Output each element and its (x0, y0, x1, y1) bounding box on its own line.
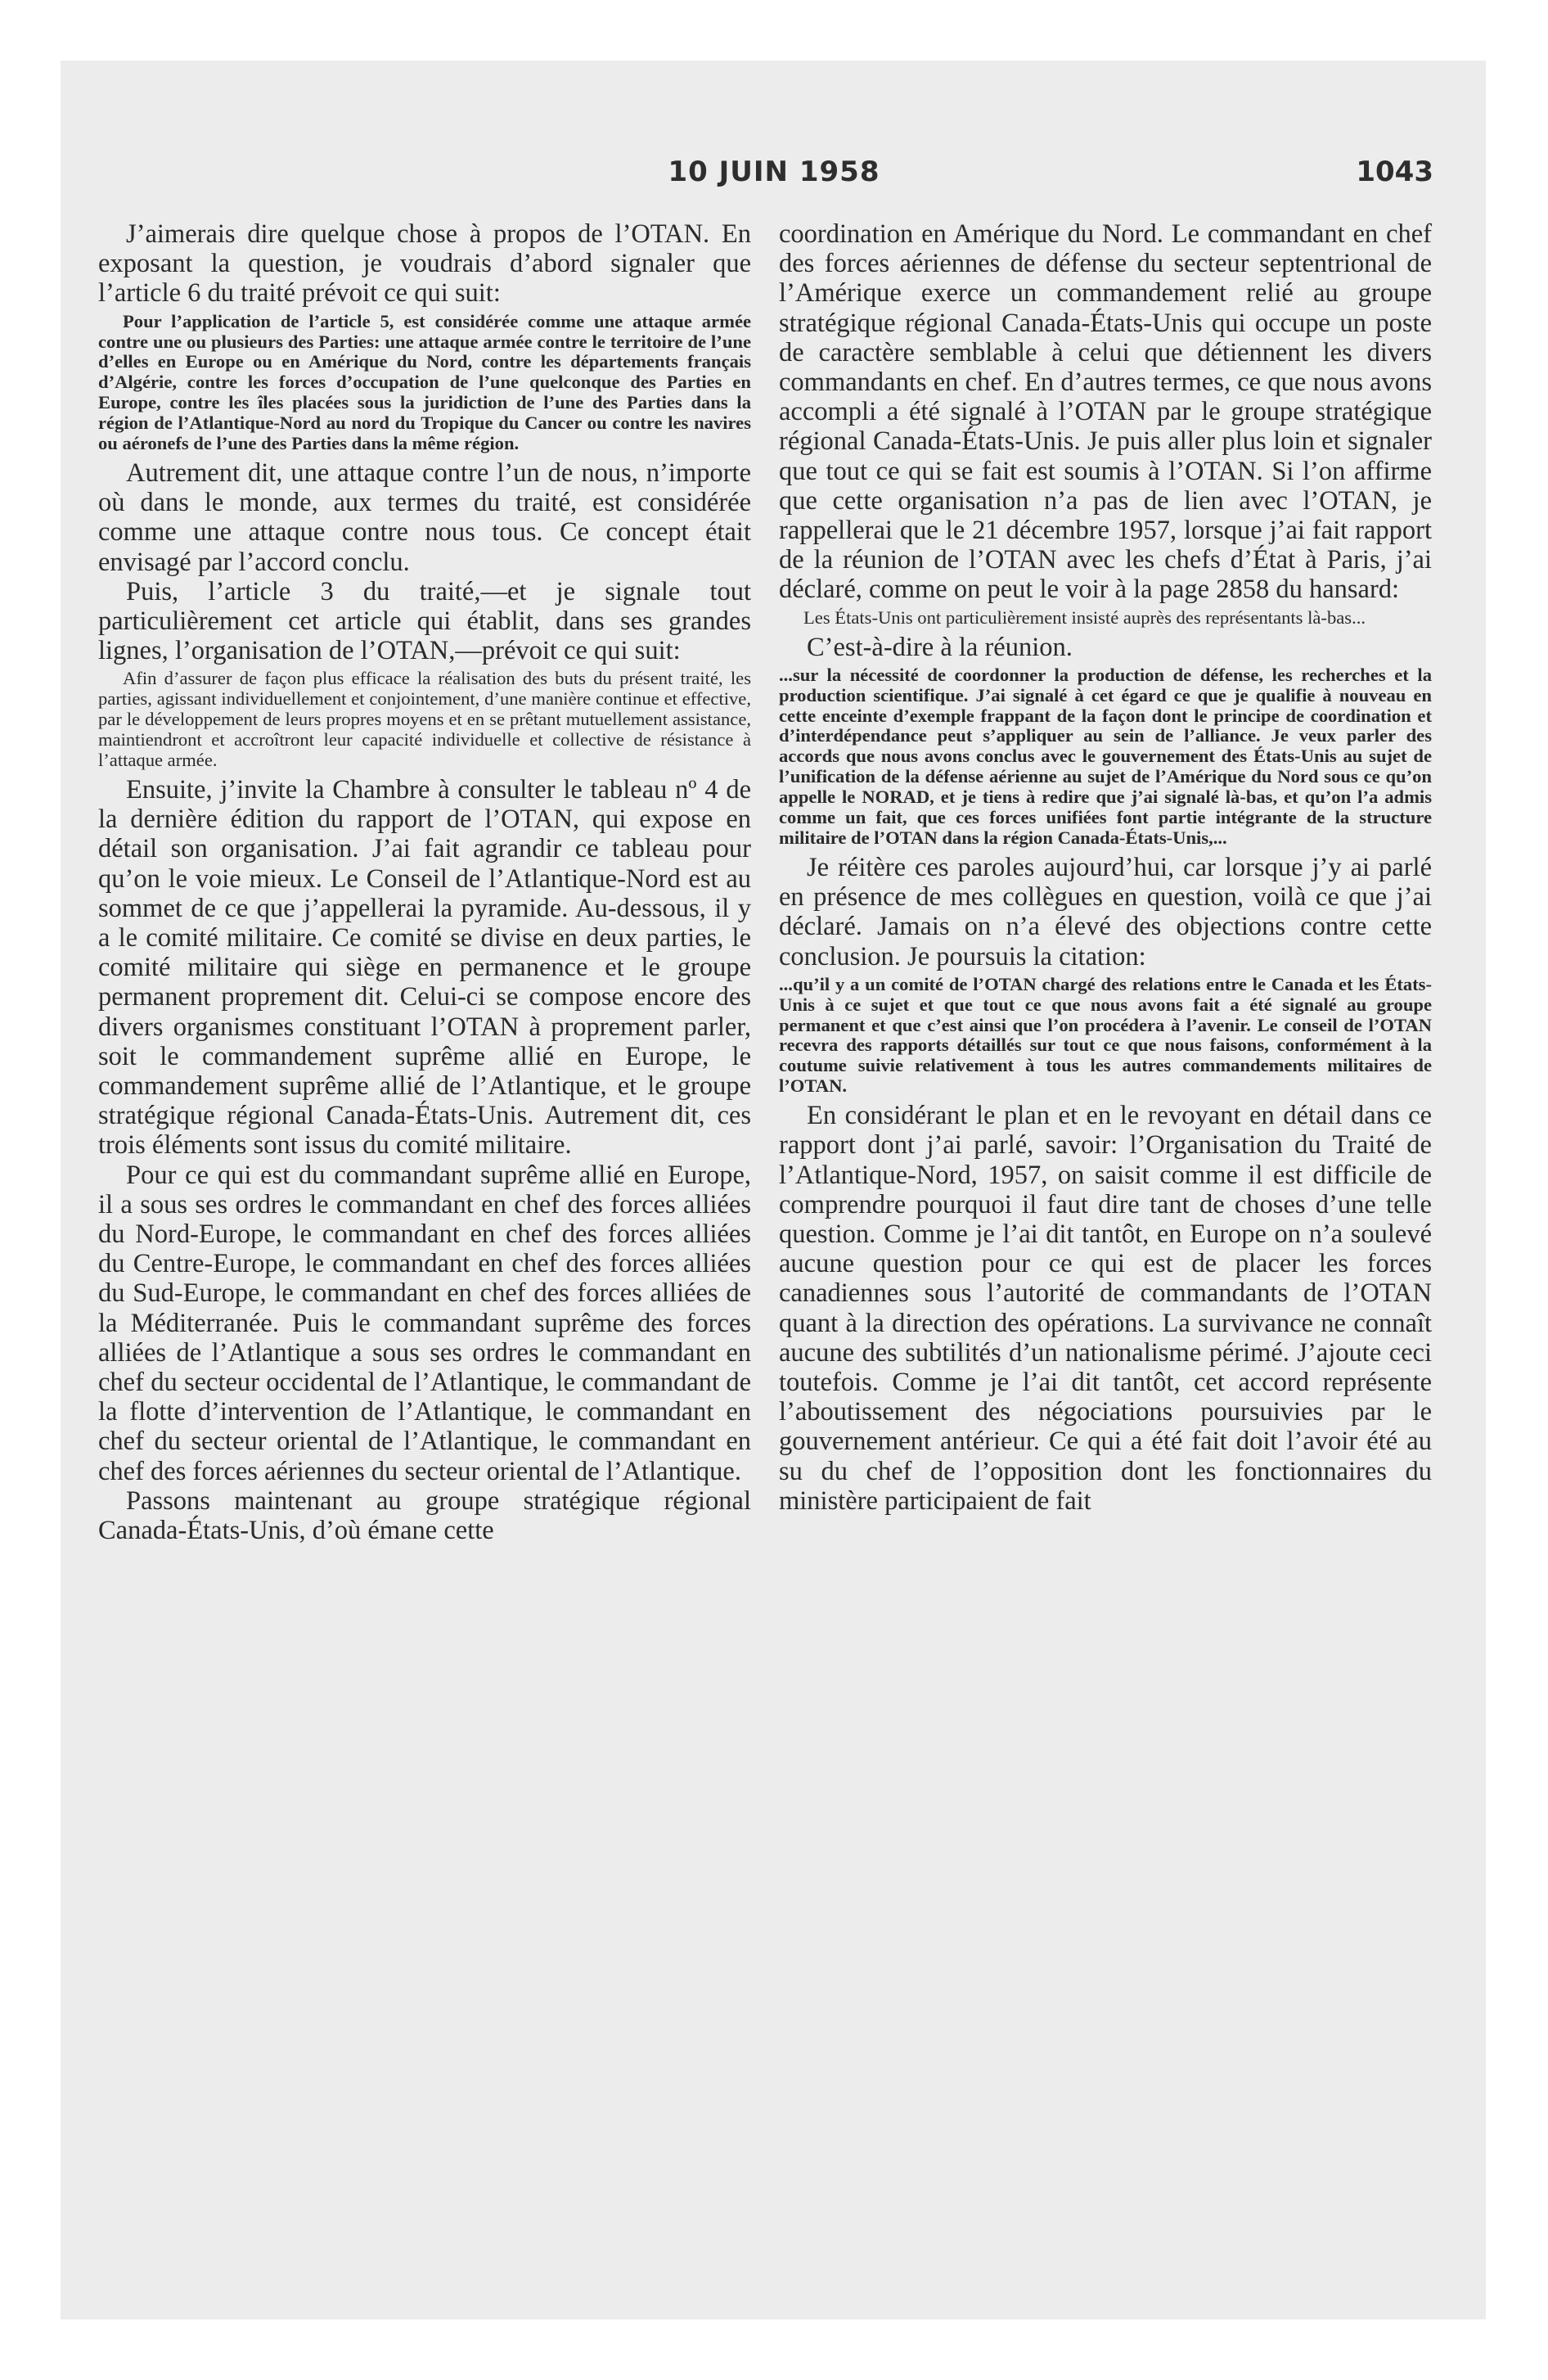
paragraph: Pour ce qui est du commandant suprême allié en Europe, il a sous ses ordres le commandant en chef des forces alliées du Nord-Europe, le commandant en chef des forces alliées du Centre-Europe, le commandant en chef des forces alliées du Sud-Europe, le commandant en chef des forces alliées de la Méditerranée. Puis le commandant suprême des forces alliées de l’Atlantique a sous ses ordres le commandant en chef du secteur occidental de l’Atlantique, le commandant de la flotte d’intervention de l’Atlantique, le commandant en chef du secteur oriental de l’Atlantique, le commandant en chef des forces aériennes du secteur oriental de l’Atlantique. (98, 1160, 751, 1486)
paragraph: Puis, l’article 3 du traité,—et je signale tout particulièrement cet article qui établit, dans ses grandes lignes, l’organisation de l’OTAN,—prévoit ce qui suit: (98, 576, 751, 666)
paragraph: Ensuite, j’invite la Chambre à consulter le tableau nº 4 de la dernière édition du rapport de l’OTAN, qui expose en détail son organisation. J’ai fait agrandir ce tableau pour qu’on le voie mieux. Le Conseil de l’Atlantique-Nord est au sommet de ce que j’appellerai la pyramide. Au-dessous, il y a le comité militaire. Ce comité se divise en deux parties, le comité militaire qui siège en permanence et le groupe permanent proprement dit. Celui-ci se compose encore des divers organismes constituant l’OTAN à proprement parler, soit le commandement suprême allié en Europe, le commandement suprême allié de l’Atlantique, et le groupe stratégique régional Canada-États-Unis. Autrement dit, ces trois éléments sont issus du comité militaire. (98, 774, 751, 1161)
paragraph: Passons maintenant au groupe stratégique régional Canada-États-Unis, d’où émane cette (98, 1485, 751, 1545)
page-number: 1043 (1356, 156, 1433, 188)
paragraph: En considérant le plan et en le revoyant en détail dans ce rapport dont j’ai parlé, savoir: l’Organisation du Traité de l’Atlantique-Nord, 1957, on saisit comme il est difficile de comprendre pourquoi il faut dire tant de choses d’une telle question. Comme je l’ai dit tantôt, en Europe on n’a soulevé aucune question pour ce qui est de placer les forces canadiennes sous l’autorité de commandants de l’OTAN quant à la direction des opérations. La survivance ne connaît aucune des subtilités d’un nationalisme périmé. J’ajoute ceci toutefois. Comme je l’ai dit tantôt, cet accord représente l’aboutissement des négociations poursuivies par le gouvernement antérieur. Ce qui a été fait doit l’avoir été au su du chef de l’opposition dont les fonctionnaires du ministère participaient de fait (779, 1101, 1432, 1516)
page-header (0, 156, 1548, 196)
block-quote: Afin d’assurer de façon plus efficace la réalisation des buts du présent traité, les parties, agissant individuellement et conjointement, d’une manière continue et effective, par le développement de leurs propres moyens et en se prêtant mutuellement assistance, maintiendront et accroîtront leur capacité individuelle et collective de résistance à l’attaque armée. (98, 668, 751, 770)
left-column (98, 219, 751, 1545)
paragraph: Autrement dit, une attaque contre l’un de nous, n’importe où dans le monde, aux termes du traité, est considérée comme une attaque contre nous tous. Ce concept était envisagé par l’accord conclu. (98, 458, 751, 577)
paragraph: J’aimerais dire quelque chose à propos de l’OTAN. En exposant la question, je voudrais d’abord signaler que l’article 6 du traité prévoit ce qui suit: (98, 219, 751, 309)
page-date: 10 JUIN 1958 (668, 156, 880, 188)
block-quote: ...sur la nécessité de coordonner la production de défense, les recherches et la production scientifique. J’ai signalé à cet égard ce que je qualifie à nouveau en cette enceinte d’exemple frappant de la façon dont le principe de coordination et d’interdépendance peut s’appliquer au sein de l’alliance. Je veux parler des accords que nous avons conclus avec le gouvernement des États-Unis au sujet de l’unification de la défense aérienne au sujet de l’Amérique du Nord sous ce qu’on appelle le NORAD, et je tiens à redire que j’ai signalé là-bas, et qu’on l’a admis comme un fait, que ces forces unifiées font partie intégrante de la structure militaire de l’OTAN dans la région Canada-États-Unis,... (779, 664, 1432, 848)
paragraph: coordination en Amérique du Nord. Le commandant en chef des forces aériennes de défense du secteur septentrional de l’Amérique exerce un commandement relié au groupe stratégique régional Canada-États-Unis qui occupe un poste de caractère semblable à celui que détiennent les divers commandants en chef. En d’autres termes, ce que nous avons accompli a été signalé à l’OTAN par le groupe stratégique régional Canada-États-Unis. Je puis aller plus loin et signaler que tout ce qui se fait est soumis à l’OTAN. Si l’on affirme que cette organisation n’a pas de lien avec l’OTAN, je rappellerai que le 21 décembre 1957, lorsque j’ai fait rapport de la réunion de l’OTAN avec les chefs d’État à Paris, j’ai déclaré, comme on peut le voir à la page 2858 du hansard: (779, 219, 1432, 605)
block-quote: ...qu’il y a un comité de l’OTAN chargé des relations entre le Canada et les États-Unis à ce sujet et que tout ce que nous avons fait a été signalé au groupe permanent et que c’est ainsi que l’on procédera à l’avenir. Le conseil de l’OTAN recevra des rapports détaillés sur tout ce que nous faisons, conformément à la coutume suivie relativement à tous les autres commandements militaires de l’OTAN. (779, 973, 1432, 1097)
paragraph: Je réitère ces paroles aujourd’hui, car lorsque j’y ai parlé en présence de mes collègues en question, voilà ce que j’ai déclaré. Jamais on n’a élevé des objections contre cette conclusion. Je poursuis la citation: (779, 852, 1432, 971)
right-column (779, 219, 1432, 1516)
block-quote: Les États-Unis ont particulièrement insisté auprès des représentants là-bas... (803, 606, 1366, 628)
block-quote: Pour l’application de l’article 5, est considérée comme une attaque armée contre une ou plusieurs des Parties: une attaque armée contre le territoire de l’une d’elles en Europe ou en Amérique du Nord, contre les départements français d’Algérie, contre les forces d’occupation de l’une quelconque des Parties en Europe, contre les îles placées sous la juridiction de l’une des Parties dans la région de l’Atlantique-Nord au nord du Tropique du Cancer ou contre les navires ou aéronefs de l’une des Parties dans la même région. (98, 310, 751, 454)
paragraph: C’est-à-dire à la réunion. (807, 632, 1073, 662)
